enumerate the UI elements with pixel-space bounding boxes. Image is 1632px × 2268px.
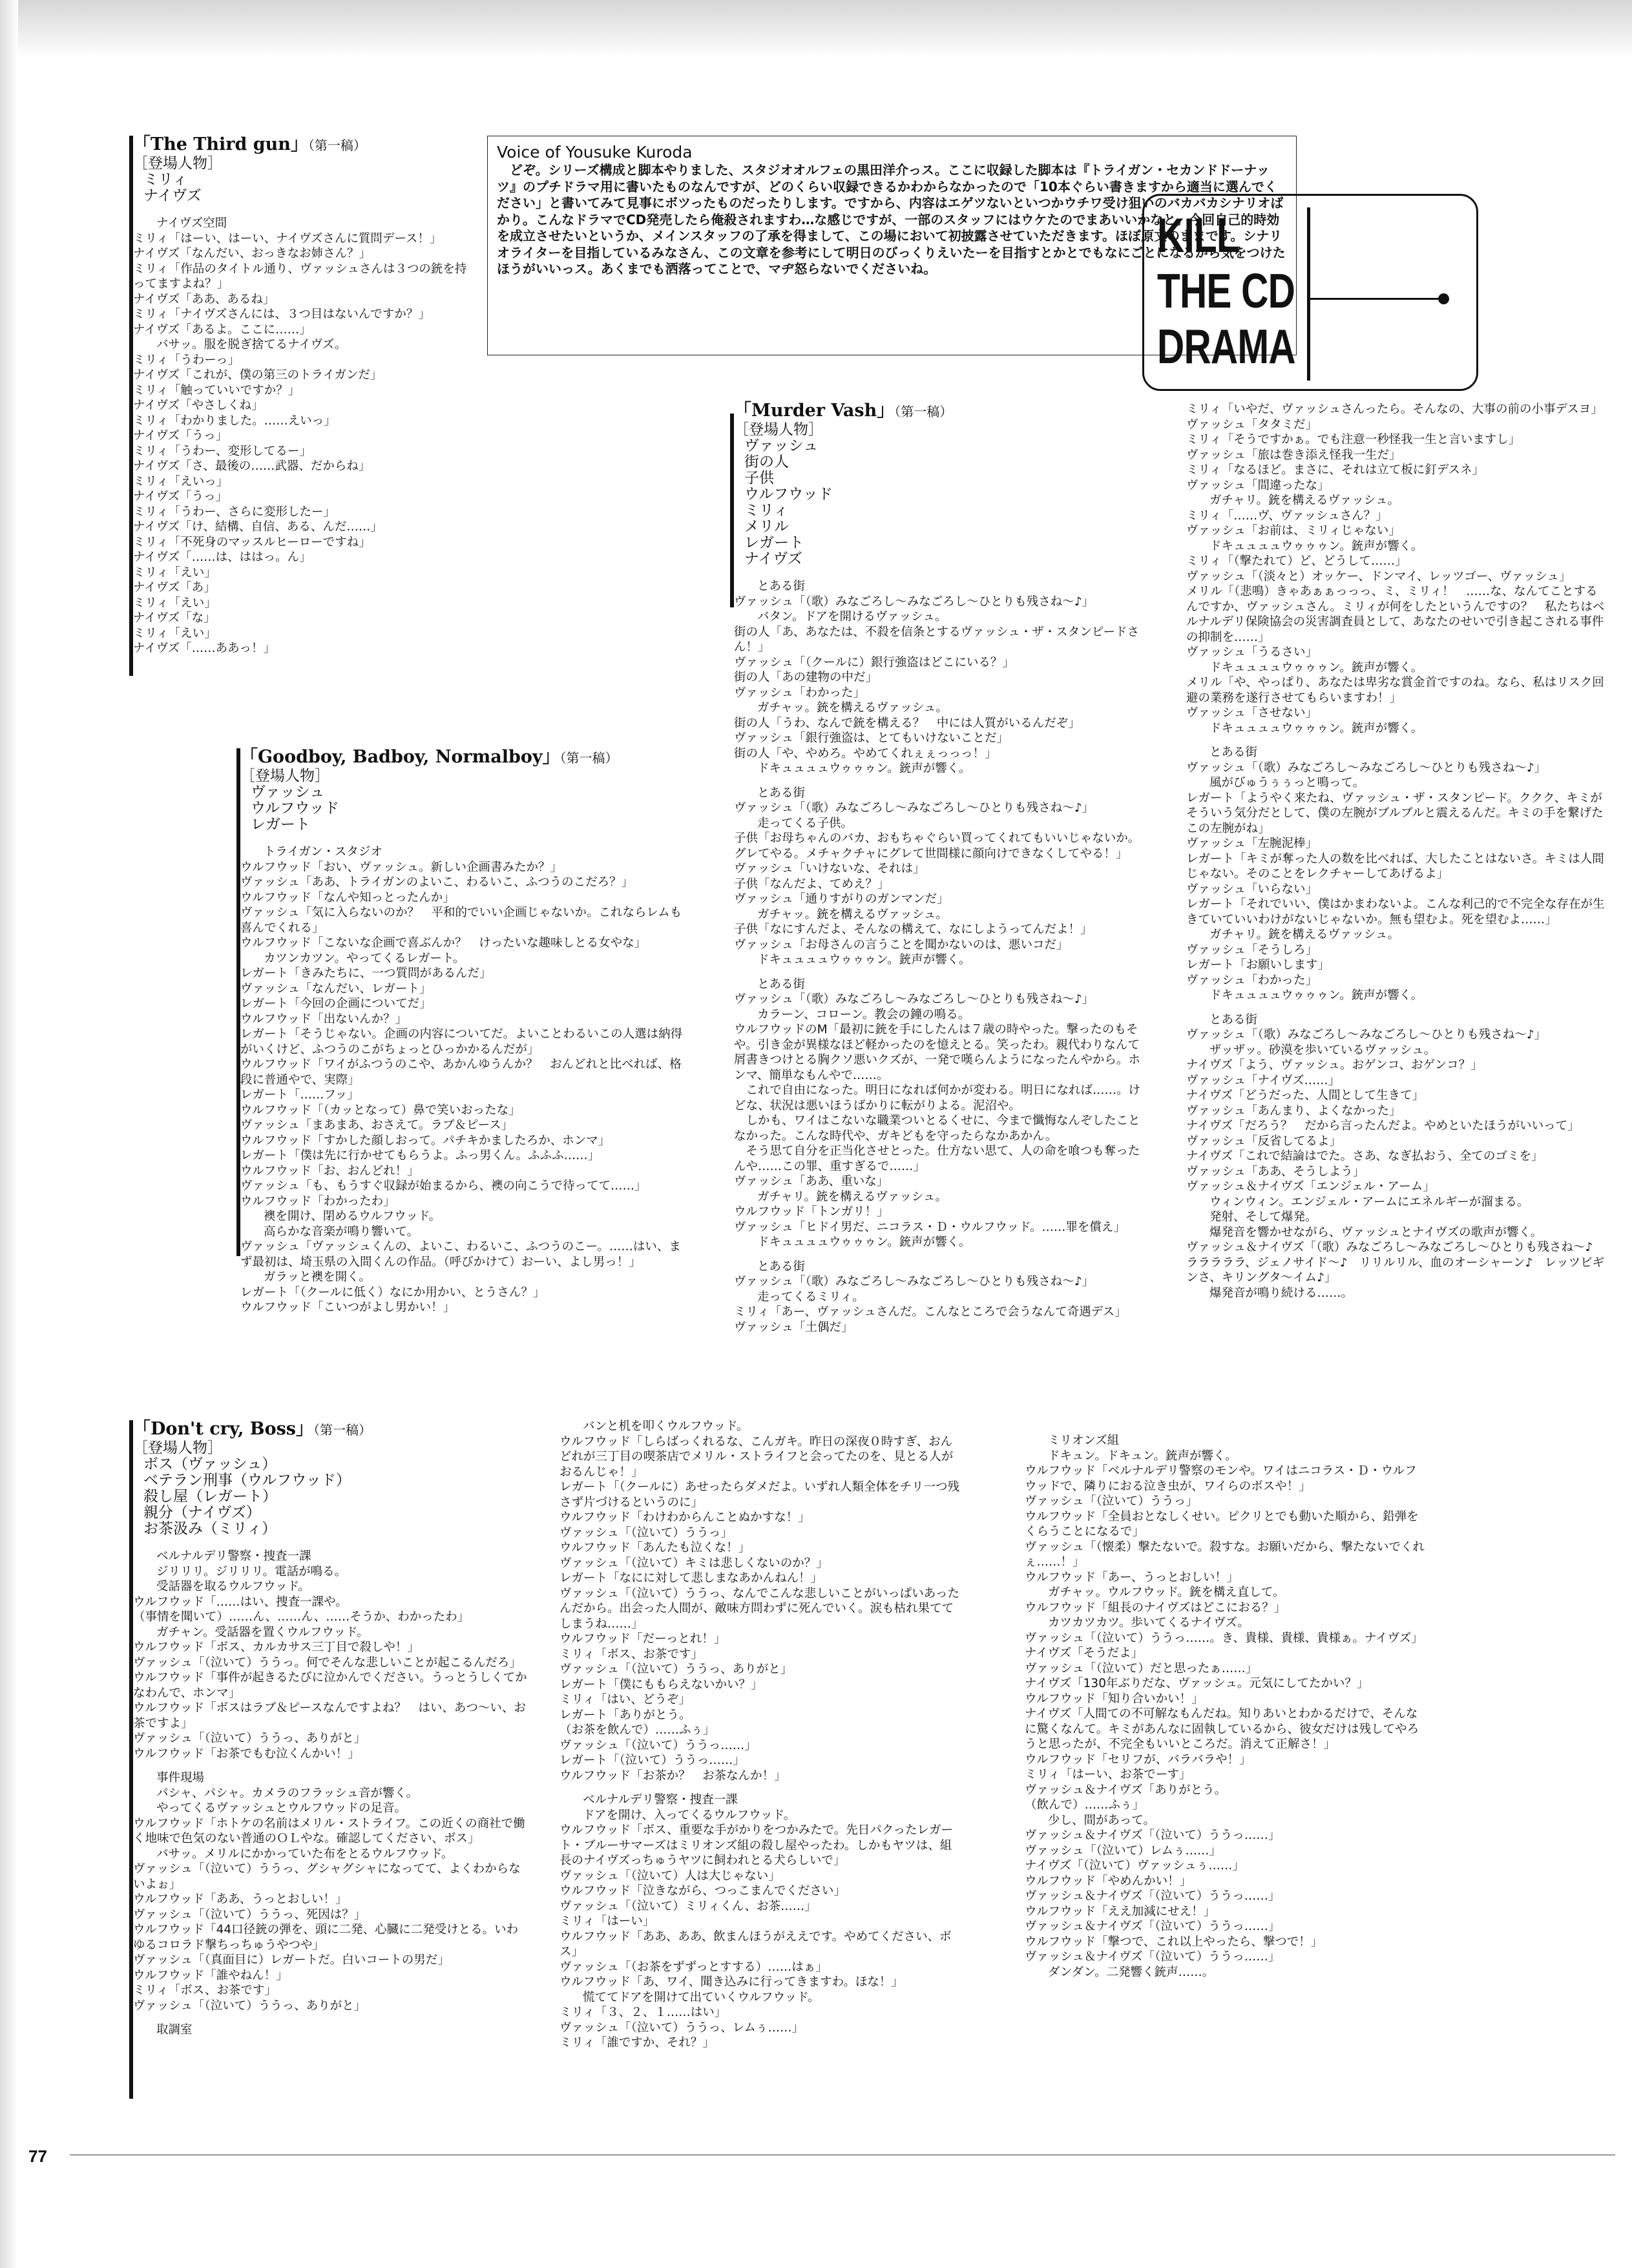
scene-heading: ミリオンズ組 [1048, 1434, 1120, 1447]
dialogue-line: ミリィ「触っていいですか？」 [133, 383, 300, 397]
stage-direction: バサッ。メリルにかかっていた布をとるウルフウッド。 [156, 1847, 454, 1861]
dialogue-line: ミリィ「誰ですか、それ？」 [560, 2036, 715, 2050]
dialogue-line: ナイヴズ「人間ての不可解なもんだね。知りあいとわかるだけで、そんなに驚くなんて。キミがあんなに固執しているから、彼女だけは残してやろうと思ったが、不完全もいいところだ。消えて正解さ！」 [1025, 1707, 1419, 1751]
cast-member: メリル [744, 518, 789, 535]
cast-list [240, 784, 693, 833]
voice-title: Voice of Yousuke Kuroda [497, 143, 693, 162]
dialogue-line: ナイヴズ「これが、僕の第三のトライガンだ」 [133, 368, 382, 382]
dialogue-line: ミリィ「ボス、お茶です」 [133, 1984, 277, 1997]
cast-member: ウルフウッド [744, 486, 833, 503]
dialogue-line: ウルフウッドのM「最初に銃を手にしたんは７歳の時やった。撃ったのもそや。引き金が異様なほど軽かったのを憶えとる。笑ったわ。親代わりなんて屑書きつけとる胸クソ悪いクズが、一発で嘆らんようになったんやから。ホンマ、簡単なもんやで……。 [734, 1023, 1140, 1082]
dialogue-line: ナイヴズ「なんだい、おっきなお姉さん？」 [133, 247, 371, 260]
scene-break [1186, 736, 1605, 745]
dialogue-line: これで自由になった。明日になれば何かが変わる。明日になれば……。けどな、状況は悪いほうばかりに転がりよる。泥沼や。 [734, 1084, 1141, 1113]
cast-member: 親分（ナイヴズ） [143, 1504, 261, 1521]
dialogue-line: ミリィ「なるほど。まさに、それは立て板に釘デスネ」 [1186, 463, 1485, 477]
dialogue-line: ウルフウッド「お茶でもむ泣くんかい！」 [133, 1747, 360, 1761]
dialogue-line: ヴァッシュ「いけないな、それは」 [734, 862, 925, 876]
cast-header: ［登場人物］ [240, 768, 330, 784]
script-the-third-gun [133, 134, 469, 684]
dialogue-line: ミリィ「ボス、お茶です」 [560, 1647, 703, 1661]
script-goodboy-badboy-normalboy [240, 747, 693, 1316]
dialogue-line: ヴァッシュ「（歌）みなごろし～みなごろし～ひとりも残さね～♪」 [734, 594, 1094, 609]
dialogue-line: ヴァッシュ「ああ、トライガンのよいこ、わるいこ、ふつうのこだろ？」 [240, 876, 634, 889]
cast-list [133, 1456, 527, 1537]
stage-direction: ドキュュュュウゥゥゥン。銃声が響く。 [1209, 721, 1423, 735]
dialogue-line: ナイヴズ「これで結論はでた。さあ、なぎ払おう、全てのゴミを」 [1186, 1150, 1543, 1163]
scene-heading: 事件現場 [156, 1771, 205, 1785]
dialogue-line: ミリィ「はい、どうぞ」 [560, 1693, 691, 1706]
dialogue-line: ヴァッシュ「（泣いて）ミリィくん、お茶……」 [560, 1899, 817, 1913]
dialogue-line: ナイヴズ「あるよ。ここに……」 [133, 322, 311, 337]
scene-heading: 取調室 [156, 2023, 193, 2037]
dialogue-line: レガート「（クールに低く）なにか用かい、とうさん？」 [240, 1285, 545, 1299]
dialogue-line: ヴァッシュ「（泣いて）ううっ……」 [560, 1738, 757, 1752]
dialogue-line: ヴァッシュ「ヴァッシュくんの、よいこ、わるいこ、ふつうのこー。……はい、まず最初は、埼玉県の入間くんの作品。（呼びかけて）おーい、よし男っ！」 [240, 1240, 681, 1269]
dialogue-line: ヴァッシュ＆ナイヴズ「エンジェル・アーム」 [1186, 1180, 1435, 1193]
dialogue-line: ミリィ「えい」 [133, 596, 216, 610]
dialogue-line: ウルフウッド「ボスはラブ＆ピースなんですよね？ はい、あつ～い、お茶ですよ」 [133, 1701, 526, 1730]
dialogue-line: ヴァッシュ＆ナイヴズ「（歌）みなごろし～みなごろし～ひとりも残さね～♪ ラララララ、ジェノサイド～♪ リリルリル、血のオーシャーン♪ レッツビギンさ、キリングタ～イム♪」 [1186, 1241, 1605, 1285]
dialogue-line: ミリィ「いやだ、ヴァッシュさんったら。そんなの、大事の前の小事デスヨ」 [1186, 403, 1603, 416]
dialogue-line: ウルフウッド「44口径銃の弾を、頭に二発、心臓に二発受けとる。いわゆるコロラド撃ちっちゅうやつや」 [133, 1923, 519, 1952]
dialogue-line: ヴァッシュ「（歌）みなごろし～みなごろし～ひとりも残さね～♪」 [734, 801, 1094, 815]
stage-direction: 爆発音を響かせながら、ヴァッシュとナイヴズの歌声が響く。 [1209, 1225, 1543, 1239]
script-body [133, 216, 469, 656]
scene-break [734, 1250, 1147, 1259]
dialogue-line: ヴァッシュ「（泣いて）レムぅ……」 [1025, 1843, 1221, 1858]
dialogue-line: ウルフウッド「わかったわ」 [240, 1194, 395, 1208]
script-title: 「Murder Vash」（第一稿） [734, 401, 953, 421]
dialogue-line: ウルフウッド「知り合いかい！」 [1025, 1692, 1204, 1706]
dialogue-line: ウルフウッド「わけわからんことぬかすな！」 [560, 1511, 810, 1524]
dialogue-line: ミリィ「うわー、変形してるー」 [133, 444, 312, 458]
dialogue-line: ミリィ「えい」 [133, 626, 216, 640]
script-murder-vash [734, 401, 1147, 1344]
dialogue-line: ナイヴズ「やさしくね」 [133, 399, 264, 412]
dialogue-line: （飲んで）……ふぅ」 [1025, 1798, 1145, 1812]
dialogue-line: ウルフウッド「しらばっくれるな、こんガキ。昨日の深夜０時すぎ、おんどれが三丁目の喫茶店でメリル・ストライフと会ってたのを、見とる人がおるんじゃ！」 [560, 1434, 954, 1479]
stage-direction: ダンダン。二発響く銃声……。 [1048, 1965, 1215, 1979]
dialogue-line: ヴァッシュ「（泣いて）ううっ、グシャグシャになってて、よくわからないよぉ」 [133, 1862, 521, 1891]
script-title: 「Goodboy, Badboy, Normalboy」（第一稿） [240, 747, 618, 767]
cast-header: ［登場人物］ [133, 155, 222, 172]
stage-direction: バタン。ドアを開けるヴァッシュ。 [757, 610, 947, 624]
dialogue-line: ウルフウッド「やめんかい！」 [1025, 1874, 1192, 1888]
scan-fold-shadow [0, 0, 1632, 57]
stage-direction: 発射、そして爆発。 [1209, 1210, 1317, 1224]
cast-member: ウルフウッド [251, 800, 339, 817]
footer-rule [70, 2154, 1615, 2156]
dialogue-line: ウルフウッド「トンガリ！」 [734, 1205, 889, 1219]
dialogue-line: ヴァッシュ＆ナイヴズ「ありがとう。 [1025, 1783, 1227, 1797]
cast-member: ヴァッシュ [744, 437, 819, 454]
stage-direction: やってくるヴァッシュとウルフウッドの足音。 [156, 1801, 407, 1815]
dialogue-line: ヴァッシュ「（泣いて）ううっ」 [560, 1526, 733, 1540]
logo-line: KILL [1157, 208, 1239, 262]
dialogue-line: ナイヴズ「そうだよ」 [1025, 1646, 1144, 1660]
stage-direction: ドキュュュュウゥゥゥン。銃声が響く。 [757, 953, 971, 967]
script-body [1186, 402, 1605, 1301]
stage-direction: ドキュュュュウゥゥゥン。銃声が響く。 [1209, 660, 1423, 675]
scene-break [133, 2013, 527, 2022]
scene-heading: ベルナルデリ警察・捜査一課 [583, 1793, 738, 1807]
dialogue-line: ミリィ「不死身のマッスルヒーローですね」 [133, 535, 371, 549]
dialogue-line: ヴァッシュ「わかった」 [1186, 973, 1317, 987]
stage-direction: 襖を開け、閉めるウルフウッド。 [264, 1210, 441, 1223]
cast-member: 子供 [744, 470, 774, 487]
dialogue-line: ヴァッシュ「ああ、そうしよう」 [1186, 1164, 1365, 1179]
stage-direction: ガチャッ。銃を構えるヴァッシュ。 [757, 701, 948, 715]
stage-direction: バサッ。服を脱ぎ捨てるナイヴズ。 [156, 338, 347, 352]
dialogue-line: ウルフウッド「おい、ヴァッシュ。新しい企画書みたか？」 [240, 860, 563, 874]
dialogue-line: ヴァッシュ「通りすがりのガンマンだ」 [734, 892, 949, 906]
dialogue-line: 街の人「あの建物の中だ」 [734, 671, 878, 684]
dialogue-line: ナイヴズ「よう、ヴァッシュ。おゲンコ、おゲンコ？」 [1186, 1058, 1483, 1072]
dialogue-line: ウルフウッド「事件が起きるたびに泣かんでください。うっとうしくてかなわんで、ホンマ」 [133, 1671, 527, 1700]
dialogue-line: ウルフウッド「ええ加減にせえ！」 [1025, 1904, 1216, 1918]
dialogue-line: レガート「僕にももらえないかい？」 [560, 1677, 763, 1692]
cast-member: ベテラン刑事（ウルフウッド） [143, 1472, 351, 1489]
dialogue-line: ヴァッシュ「土偶だ」 [734, 1320, 853, 1334]
dialogue-line: ミリィ「うわー、さらに変形したー」 [133, 505, 336, 519]
cast-list [734, 438, 1147, 567]
dialogue-line: ミリィ「えい」 [133, 565, 216, 580]
scene-break [133, 1761, 527, 1770]
dialogue-line: ヴァッシュ「（泣いて）人は大じゃない」 [560, 1869, 780, 1883]
dialogue-line: ヴァッシュ「（歌）みなごろし～みなごろし～ひとりも残さね～♪」 [1186, 761, 1547, 775]
cast-member: ミリィ [744, 502, 789, 519]
dialogue-line: ヴァッシュ「タタミだ」 [1186, 417, 1317, 432]
stage-direction: 少し、間があって。 [1048, 1813, 1155, 1827]
dialogue-line: ヴァッシュ「そうしろ」 [1186, 943, 1317, 957]
dialogue-line: ウルフウッド「ベルナルデリ警察のモンや。ワイはニコラス・Ｄ・ウルフウッドで、隣りにおる泣き虫が、ワイらのボスや！」 [1025, 1464, 1417, 1493]
scene-heading: とある街 [1209, 746, 1258, 759]
cast-header: ［登場人物］ [133, 1440, 222, 1456]
dialogue-line: ウルフウッド「だーっとれ！」 [560, 1632, 726, 1646]
dialogue-line: ウルフウッド「……はい、捜査一課や。 [133, 1595, 348, 1609]
stage-direction: ドキュュュュウゥゥゥン。銃声が響く。 [757, 1235, 971, 1249]
dialogue-line: ヴァッシュ「ナイヴズ……」 [1186, 1073, 1341, 1087]
cast-member: レガート [744, 534, 804, 551]
stage-direction: ザッザッ。砂漠を歩いているヴァッシュ。 [1209, 1043, 1436, 1057]
stage-direction: ドキュュュュウゥゥゥン。銃声が響く。 [1209, 539, 1423, 553]
dialogue-line: ナイヴズ「（泣いて）ヴァッシュぅ……」 [1025, 1859, 1244, 1873]
dialogue-line: 街の人「うわ、なんで銃を構える？ 中には人質がいるんだぞ」 [734, 716, 1080, 730]
dialogue-line: レガート「（クールに）あせったらダメだよ。いずれ人類全体をチリ一つ残さず片づけるというのに」 [560, 1480, 960, 1509]
dialogue-line: ヴァッシュ＆ナイヴズ「（泣いて）ううっ……」 [1025, 1889, 1281, 1903]
dialogue-line: ヴァッシュ「まあまあ、おさえて。ラブ＆ピース」 [240, 1118, 514, 1132]
dialogue-line: ウルフウッド「あ、ワイ、聞き込みに行ってきますわ。ほな！」 [560, 1975, 903, 1989]
stage-direction: 受話器を取るウルフウッド。 [156, 1580, 310, 1593]
cast-member: 街の人 [744, 454, 789, 470]
dialogue-line: ウルフウッド「撃つで、これ以上やったら、撃つで！」 [1025, 1935, 1323, 1949]
dialogue-line: ウルフウッド「あんたも泣くな！」 [560, 1541, 751, 1555]
kill-the-cd-drama-logo [1142, 194, 1478, 391]
dialogue-line: ウルフウッド「セリフが、バラバラや！」 [1025, 1752, 1251, 1767]
dialogue-line: ナイヴズ「うっ」 [133, 490, 228, 503]
dialogue-line: ヴァッシュ「気に入らないのか？ 平和的でいい企画じゃないか。これならレムも喜んでくれる」 [240, 906, 682, 935]
dialogue-line: レガート「きみたちに、一つ質問があるんだ」 [240, 967, 492, 980]
scene-heading: ナイヴズ空間 [156, 216, 227, 230]
dialogue-line: ヴァッシュ「いらない」 [1186, 882, 1317, 896]
scene-heading: とある街 [757, 977, 806, 991]
dialogue-line: ミリィ「はーい、お茶でーす」 [1025, 1768, 1191, 1781]
script-body [240, 845, 693, 1316]
script-murder-vash-continued [1186, 402, 1605, 1345]
dialogue-line: レガート「僕は先に行かせてもらうよ。ふっ男くん。ふふふ……」 [240, 1149, 600, 1162]
dialogue-line: ヴァッシュ「銀行強盗は、とてもいけないことだ」 [734, 731, 1009, 745]
dialogue-line: ミリィ「あー、ヴァッシュさんだ。こんなところで会うなんて奇遇デス」 [734, 1305, 1127, 1319]
stage-direction: ガチャン。受話器を置くウルフウッド。 [156, 1625, 369, 1639]
dialogue-line: ヴァッシュ「（泣いて）キミは悲しくないのか？」 [560, 1556, 828, 1570]
dialogue-line: ナイヴズ「130年ぶりだな、ヴァッシュ。元気にしてたかい？」 [1025, 1677, 1369, 1690]
dialogue-line: ミリィ「そうですかぁ。でも注意一秒怪我一生と言いますし」 [1186, 433, 1521, 446]
stage-direction: カラーン、コローン。教会の鐘の鳴る。 [757, 1007, 970, 1022]
scene-break [560, 1783, 960, 1792]
page-number: 77 [28, 2147, 47, 2166]
script-dont-cry-boss [133, 1419, 527, 2143]
dialogue-line: ウルフウッド「（カッとなって）鼻で笑いおったな」 [240, 1103, 521, 1117]
dialogue-line: ヴァッシュ＆ナイヴズ「（泣いて）ううっ……」 [1025, 1829, 1281, 1842]
dialogue-line: ウルフウッド「なんや知っとったんか」 [240, 890, 455, 905]
dialogue-line: レガート「それでいい、僕はかまわないよ。こんな利己的で不完全な存在が生きていていいわけがないじゃないか。無も望むよ。死を望むよ……」 [1186, 898, 1605, 927]
dialogue-line: ヴァッシュ「（淡々と）オッケー、ドンマイ、レッツゴー、ヴァッシュ」 [1186, 569, 1571, 583]
dialogue-line: レガート「……フッ」 [240, 1088, 359, 1102]
logo-horizontal-rule [1307, 298, 1444, 300]
dialogue-line: ヴァッシュ「（泣いて）ううっ、なんでこんな悲しいことがいっぱいあったんだから。出会った人間が、敵味方問わずに死んでいく。涙も枯れ果ててしまうね……」 [560, 1586, 960, 1631]
dialogue-line: レガート「なにに対して悲しまなあかんねん！」 [560, 1571, 823, 1585]
dialogue-line: ナイヴズ「どうだった、人間として生きて」 [1186, 1089, 1425, 1102]
stage-direction: バンと机を叩くウルフウッド。 [583, 1420, 749, 1433]
dialogue-line: ヴァッシュ「（泣いて）ううっ。何でそんな悲しいことが起こるんだろ」 [133, 1655, 521, 1670]
dialogue-line: ヴァッシュ「反省してるよ」 [1186, 1134, 1341, 1148]
dialogue-line: ヴァッシュ「間違ったな」 [1186, 478, 1330, 492]
script-body [1025, 1433, 1425, 1980]
dialogue-line: ウルフウッド「組長のナイヴズはどこにおる？」 [1025, 1601, 1286, 1615]
dialogue-line: ミリィ「はーい、はーい、ナイヴズさんに質問デース！」 [133, 231, 442, 246]
dialogue-line: しかも、ワイはこないな職業ついとるくせに、今まで懺悔なんぞしたことなかった。こんな時代や、ガキどもを守ったらなかあかん。 [734, 1114, 1140, 1143]
script-dont-cry-boss-final [1025, 1433, 1425, 2144]
stage-direction: ガチャリ。銃を構えるヴァッシュ。 [1209, 494, 1399, 507]
scene-heading: とある街 [757, 1259, 806, 1274]
dialogue-line: ヴァッシュ「（歌）みなごろし～みなごろし～ひとりも残さね～♪」 [1186, 1028, 1547, 1042]
dialogue-line: ヴァッシュ「（歌）みなごろし～みなごろし～ひとりも残さね～♪」 [734, 1275, 1094, 1288]
dialogue-line: ヴァッシュ「お前は、ミリィじゃない」 [1186, 524, 1401, 538]
dialogue-line: レガート「キミが奪った人の数を比べれば、大したことはないさ。キミは人間じゃない。そのことをレクチャーしてあげるよ」 [1186, 852, 1604, 881]
dialogue-line: ヴァッシュ「させない」 [1186, 706, 1317, 720]
dialogue-line: ウルフウッド「誰やねん！」 [133, 1968, 288, 1982]
dialogue-line: ヴァッシュ「うるさい」 [1186, 646, 1317, 659]
dialogue-line: ヴァッシュ「左腕泥棒」 [1186, 837, 1317, 850]
stage-direction: ガチャリ。銃を構えるヴァッシュ。 [757, 1190, 947, 1204]
dialogue-line: ヴァッシュ「なんだい、レガート」 [240, 982, 432, 996]
script-title: 「The Third gun」（第一稿） [133, 134, 366, 154]
dialogue-line: ウルフウッド「ああ、ああ、飲まんほうがええです。やめてください、ボス」 [560, 1929, 952, 1958]
dialogue-line: そう思て自分を正当化させとった。仕方ない思て、人の命を喰つも奪ったんや……この罪、重すぎるで……」 [734, 1144, 1140, 1173]
dialogue-line: ヴァッシュ「旅は巻き添え怪我一生だ」 [1186, 448, 1401, 462]
stage-direction: 慌ててドアを開けて出ていくウルフウッド。 [583, 1990, 820, 2004]
scene-heading: とある街 [757, 786, 806, 800]
dialogue-line: ヴァッシュ「（泣いて）ううっ、ありがと」 [133, 1999, 366, 2013]
dialogue-line: ヴァッシュ「も、もうすぐ収録が始まるから、襖の向こうで待ってて……」 [240, 1179, 647, 1193]
dialogue-line: レガート「お願いします」 [1186, 958, 1330, 972]
scene-heading: とある街 [1209, 1013, 1258, 1027]
dialogue-line: レガート「（泣いて）ううっ……」 [560, 1754, 745, 1767]
stage-direction: ウィンウィン。エンジェル・アームにエネルギーが溜まる。 [1209, 1195, 1529, 1209]
logo-vertical-rule [1307, 207, 1310, 381]
dialogue-line: ヴァッシュ「ヒドイ男だ、ニコラス・Ｄ・ウルフウッド。……罪を償え」 [734, 1220, 1125, 1234]
dialogue-line: ヴァッシュ「お母さんの言うことを聞かないのは、悪いコだ」 [734, 938, 1069, 952]
dialogue-line: ヴァッシュ「（泣いて）ううっ……。き、貴様、貴様、貴様ぁ。ナイヴズ」 [1025, 1631, 1423, 1645]
stage-direction: ドキュュュュウゥゥゥン。銃声が響く。 [1209, 989, 1423, 1002]
dialogue-line: 街の人「あ、あなたは、不殺を信条とするヴァッシュ・ザ・スタンピードさん！」 [734, 625, 1139, 654]
dialogue-line: ヴァッシュ「（クールに）銀行強盗はどこにいる？」 [734, 655, 1014, 669]
dialogue-line: ヴァッシュ「（泣いて）ううっ、死因は？」 [133, 1907, 366, 1922]
stage-direction: ジリリリ。ジリリリ。電話が鳴る。 [156, 1564, 347, 1579]
script-title: 「Don't cry, Boss」（第一稿） [133, 1419, 371, 1439]
dialogue-line: ナイヴズ「け、結構、自信、ある、んだ……」 [133, 520, 382, 534]
page-edge-shadow [0, 0, 18, 2268]
dialogue-line: ミリィ「……ヴ、ヴァッシュさん？」 [1186, 509, 1388, 523]
cast-member: ボス（ヴァッシュ） [143, 1456, 277, 1473]
dialogue-line: メリル「や、やっぱり、あなたは卑劣な賞金首ですのね。なら、私はリスク回避の業務を遂行させてもらいますわ！」 [1186, 676, 1604, 705]
scene-break [1186, 1003, 1605, 1013]
dialogue-line: （事情を聞いて）……ん、……ん、……そうか、わかったわ」 [133, 1610, 470, 1624]
stage-direction: 走ってくるミリィ。 [757, 1290, 864, 1304]
dialogue-line: レガート「ようやく来たね、ヴァッシュ・ザ・スタンピード。ククク、キミがそういう気分だとして、僕の左腕がブルブルと震えるんだ。キミの手を繋げたこの左腕がね」 [1186, 791, 1604, 835]
scene-heading: とある街 [757, 580, 806, 593]
dialogue-line: ナイヴズ「な」 [133, 611, 216, 625]
dialogue-line: ミリィ「ナイヴズさんには、３つ目はないんですか？」 [133, 308, 430, 321]
script-dont-cry-boss-continued [560, 1419, 960, 2143]
stage-direction: ガチャッ。ウルフウッド。銃を構え直して。 [1048, 1586, 1285, 1599]
stage-direction: ガチャッ。銃を構えるヴァッシュ。 [757, 907, 948, 921]
scene-break [734, 968, 1147, 977]
scene-heading: トライガン・スタジオ [264, 845, 382, 859]
dialogue-line: ウルフウッド「お、おんどれ！」 [240, 1164, 419, 1178]
cast-member: ナイヴズ [744, 551, 802, 567]
dialogue-line: 子供「なにすんだよ、そんなの構えて、なにしようってんだよ！」 [734, 923, 1093, 936]
cast-member: お茶汲み（ミリィ） [143, 1520, 277, 1537]
stage-direction: パシャ、パシャ。カメラのフラッシュ音が響く。 [156, 1786, 419, 1800]
dialogue-line: ウルフウッド「こいつがよし男かい！」 [240, 1301, 455, 1314]
stage-direction: ガチャリ。銃を構えるヴァッシュ。 [1209, 928, 1399, 941]
stage-direction: 風がびゅうぅぅっと鳴って。 [1209, 776, 1365, 790]
dialogue-line: ヴァッシュ「ああ、重いな」 [734, 1175, 889, 1188]
dialogue-line: ウルフウッド「ホトケの名前はメリル・ストライフ。この近くの商社で働く地味で色気のない普通のＯＬやな。確認してください、ボス」 [133, 1816, 525, 1845]
voice-text: どぞ。シリーズ構成と脚本やりました、スタジオオルフェの黒田洋介っス。ここに収録した脚本は『トライガン・セカンドドーナッツ』のプチドラマ用に書いたものなんですが、どのくらい収録できるかわからなかったので「10本ぐらい書きますから適当に選んでください」と書いてみて見事にボツったものだったりします。ですから、内容はエゲツないといつかウチワ受け狙いのバカバカシナリオばかり。こんなドラマでCD発売したら俺殺されますわ…な感じですが、一部のスタッフにはウケたのでまあいいかなと。今回自己的時効を成立させたいというか、メインスタッフの了承を得まして、この場において初披露させていただきます。ほぼ原文のままです。シナリオライターを目指しているみなさん、この文章を参考にして明日のびっくりえいたーを目指すとかとでもなにごとになるから気をつけたほうがいいっス。あくまでも洒落ってことで、マヂ怒らないでくださいね。 [497, 162, 1286, 277]
dialogue-line: ヴァッシュ「（懐柔）撃たないで。殺すな。お願いだから、撃たないでくれぇ……！」 [1025, 1540, 1425, 1569]
dialogue-line: 街の人「や、やめろ。やめてくれぇぇっっっ！」 [734, 746, 997, 761]
dialogue-line: 子供「なんだよ、てめえ？」 [734, 877, 890, 891]
dialogue-line: ミリィ「３、２、１……はい」 [560, 2006, 727, 2019]
dialogue-line: ウルフウッド「ボス、カルカサス三丁目で殺しや！」 [133, 1641, 419, 1654]
stage-direction: 高らかな音楽が鳴り響いて。 [264, 1224, 419, 1239]
scene-heading: ベルナルデリ警察・捜査一課 [156, 1549, 311, 1563]
dialogue-line: ウルフウッド「出ないんか？」 [240, 1012, 408, 1026]
dialogue-line: ミリィ「作品のタイトル通り、ヴァッシュさんは３つの銃を持ってますよね？」 [133, 262, 467, 291]
cast-member: レガート [251, 816, 310, 833]
stage-direction: 爆発音が鳴り続ける……。 [1209, 1286, 1354, 1300]
dialogue-line: ヴァッシュ「（泣いて）ううっ」 [1025, 1495, 1198, 1508]
dialogue-line: ナイヴズ「……は、ははっ。ん」 [133, 551, 311, 564]
dialogue-line: ヴァッシュ「（泣いて）だと思ったぁ……」 [1025, 1661, 1258, 1675]
dialogue-line: 子供「お母ちゃんのバカ、おもちゃぐらい買ってくれてもいいじゃないか。グレてやる。メチャクチャにグレて世間様に顔向けできなくしてやる！」 [734, 832, 1140, 861]
dialogue-line: ナイヴズ「だろう？ だから言ったんだよ。やめといたほうがいいって」 [1186, 1119, 1580, 1133]
logo-dot [1438, 293, 1449, 304]
stage-direction: 走ってくる子供。 [757, 816, 853, 830]
dialogue-line: ヴァッシュ「（泣いて）ううっ、レムぅ……」 [560, 2021, 804, 2035]
dialogue-line: ヴァッシュ「あんまり、よくなかった」 [1186, 1104, 1401, 1118]
stage-direction: ガラッと襖を開く。 [264, 1270, 371, 1284]
script-body [734, 579, 1147, 1335]
cast-member: ナイヴズ [143, 187, 202, 204]
dialogue-line: （お茶を飲んで）……ふぅ」 [560, 1723, 715, 1737]
dialogue-line: ヴァッシュ「（お茶をずずっとすする）……はぁ」 [560, 1960, 828, 1974]
cast-member: 殺し屋（レガート） [143, 1488, 277, 1505]
dialogue-line: ウルフウッド「全員おとなしくせい。ピクリとでも動いた順から、鉛弾をくらうことになるで」 [1025, 1509, 1419, 1538]
cast-list [133, 172, 469, 204]
cast-member: ヴァッシュ [251, 784, 325, 801]
dialogue-line: メリル「（悲鳴）きゃあぁぁっっっ、ミ、ミリィ！ ……な、なんてことするんですか、ヴァッシュさん。ミリィが何をしたというんですの？ 私たちはベルナルデリ保険協会の災害調査員として、あなたのせいで引き起こされる事件の抑制を……」 [1186, 585, 1605, 644]
stage-direction: カツンカツン。やってくるレガート。 [264, 951, 465, 965]
dialogue-line: ミリィ「うわーっ」 [133, 353, 240, 367]
stage-direction: ドキュン。ドキュン。銃声が響く。 [1048, 1449, 1237, 1463]
stage-direction: ドキュュュュウゥゥゥン。銃声が響く。 [757, 762, 971, 775]
dialogue-line: ウルフウッド「ああ、うっとおしい！」 [133, 1893, 348, 1906]
dialogue-line: ウルフウッド「すかした顔しおって。パチキかましたろか、ホンマ」 [240, 1133, 611, 1148]
stage-direction: カツカツカツ。歩いてくるナイヴズ。 [1048, 1616, 1250, 1630]
dialogue-line: ヴァッシュ「（泣いて）ううっ、ありがと」 [560, 1663, 793, 1676]
dialogue-line: ナイヴズ「……ああっ！」 [133, 642, 275, 655]
dialogue-line: ヴァッシュ「（真面目に）レガートだ。白いコートの男だ」 [133, 1953, 450, 1967]
dialogue-line: レガート「ありがとう。 [560, 1708, 691, 1722]
dialogue-line: レガート「そうじゃない。企画の内容についてだ。よいことわるいこの人選は納得がいくけど、ふつうのこがちょっとひっかかるんだが」 [240, 1027, 683, 1056]
dialogue-line: ナイヴズ「ああ、あるね」 [133, 292, 275, 306]
dialogue-line: ヴァッシュ＆ナイヴズ「（泣いて）ううっ……」 [1025, 1920, 1281, 1933]
dialogue-line: ナイヴズ「さ、最後の……武器、だからね」 [133, 459, 371, 473]
dialogue-line: ヴァッシュ「わかった」 [734, 686, 865, 700]
dialogue-line: ミリィ「はーい」 [560, 1915, 655, 1928]
dialogue-line: ヴァッシュ「（歌）みなごろし～みなごろし～ひとりも残さね～♪」 [734, 992, 1094, 1006]
dialogue-line: ミリィ「えいっ」 [133, 474, 229, 488]
stage-direction: ドアを開け、入ってくるウルフウッド。 [583, 1808, 796, 1822]
dialogue-line: ヴァッシュ＆ナイヴズ「（泣いて）ううっ……」 [1025, 1950, 1281, 1964]
dialogue-line: レガート「今回の企画についてだ」 [240, 997, 432, 1011]
dialogue-line: ミリィ「わかりました。……えいっ」 [133, 414, 336, 428]
dialogue-line: ウルフウッド「お茶か？ お茶なんか！」 [560, 1769, 786, 1783]
script-body [560, 1419, 960, 2051]
logo-line: DRAMA [1157, 319, 1295, 373]
dialogue-line: ヴァッシュ「（泣いて）ううっ、ありがと」 [133, 1732, 366, 1745]
cast-member: ミリィ [143, 171, 188, 188]
cast-header: ［登場人物］ [734, 421, 823, 438]
script-body [133, 1549, 527, 2038]
dialogue-line: ナイヴズ「あ」 [133, 581, 216, 594]
dialogue-line: ウルフウッド「ボス、重要な手がかりをつかみたで。先日パクったレガート・ブルーサマーズはミリオンズ組の殺し屋やったわ。しかもヤツは、組長のナイヴズっちゅうヤツに飼われとる犬らしいで」 [560, 1823, 954, 1867]
dialogue-line: ミリィ「（撃たれて）ど、どうして……」 [1186, 554, 1407, 568]
dialogue-line: ウルフウッド「ワイがふつうのこや、あかんゆうんか？ おんどれと比べれば、格段に普通やで、実際」 [240, 1058, 682, 1087]
dialogue-line: ナイヴズ「うっ」 [133, 429, 228, 443]
dialogue-line: ウルフウッド「泣きながら、つっこまんでください」 [560, 1884, 846, 1898]
dialogue-line: ウルフウッド「こないな企画で喜ぶんか？ けったいな趣味しとる女やな」 [240, 936, 647, 950]
scene-break [734, 777, 1147, 786]
logo-line: THE CD [1157, 264, 1295, 318]
dialogue-line: ウルフウッド「あー、うっとおしい！」 [1025, 1570, 1239, 1584]
